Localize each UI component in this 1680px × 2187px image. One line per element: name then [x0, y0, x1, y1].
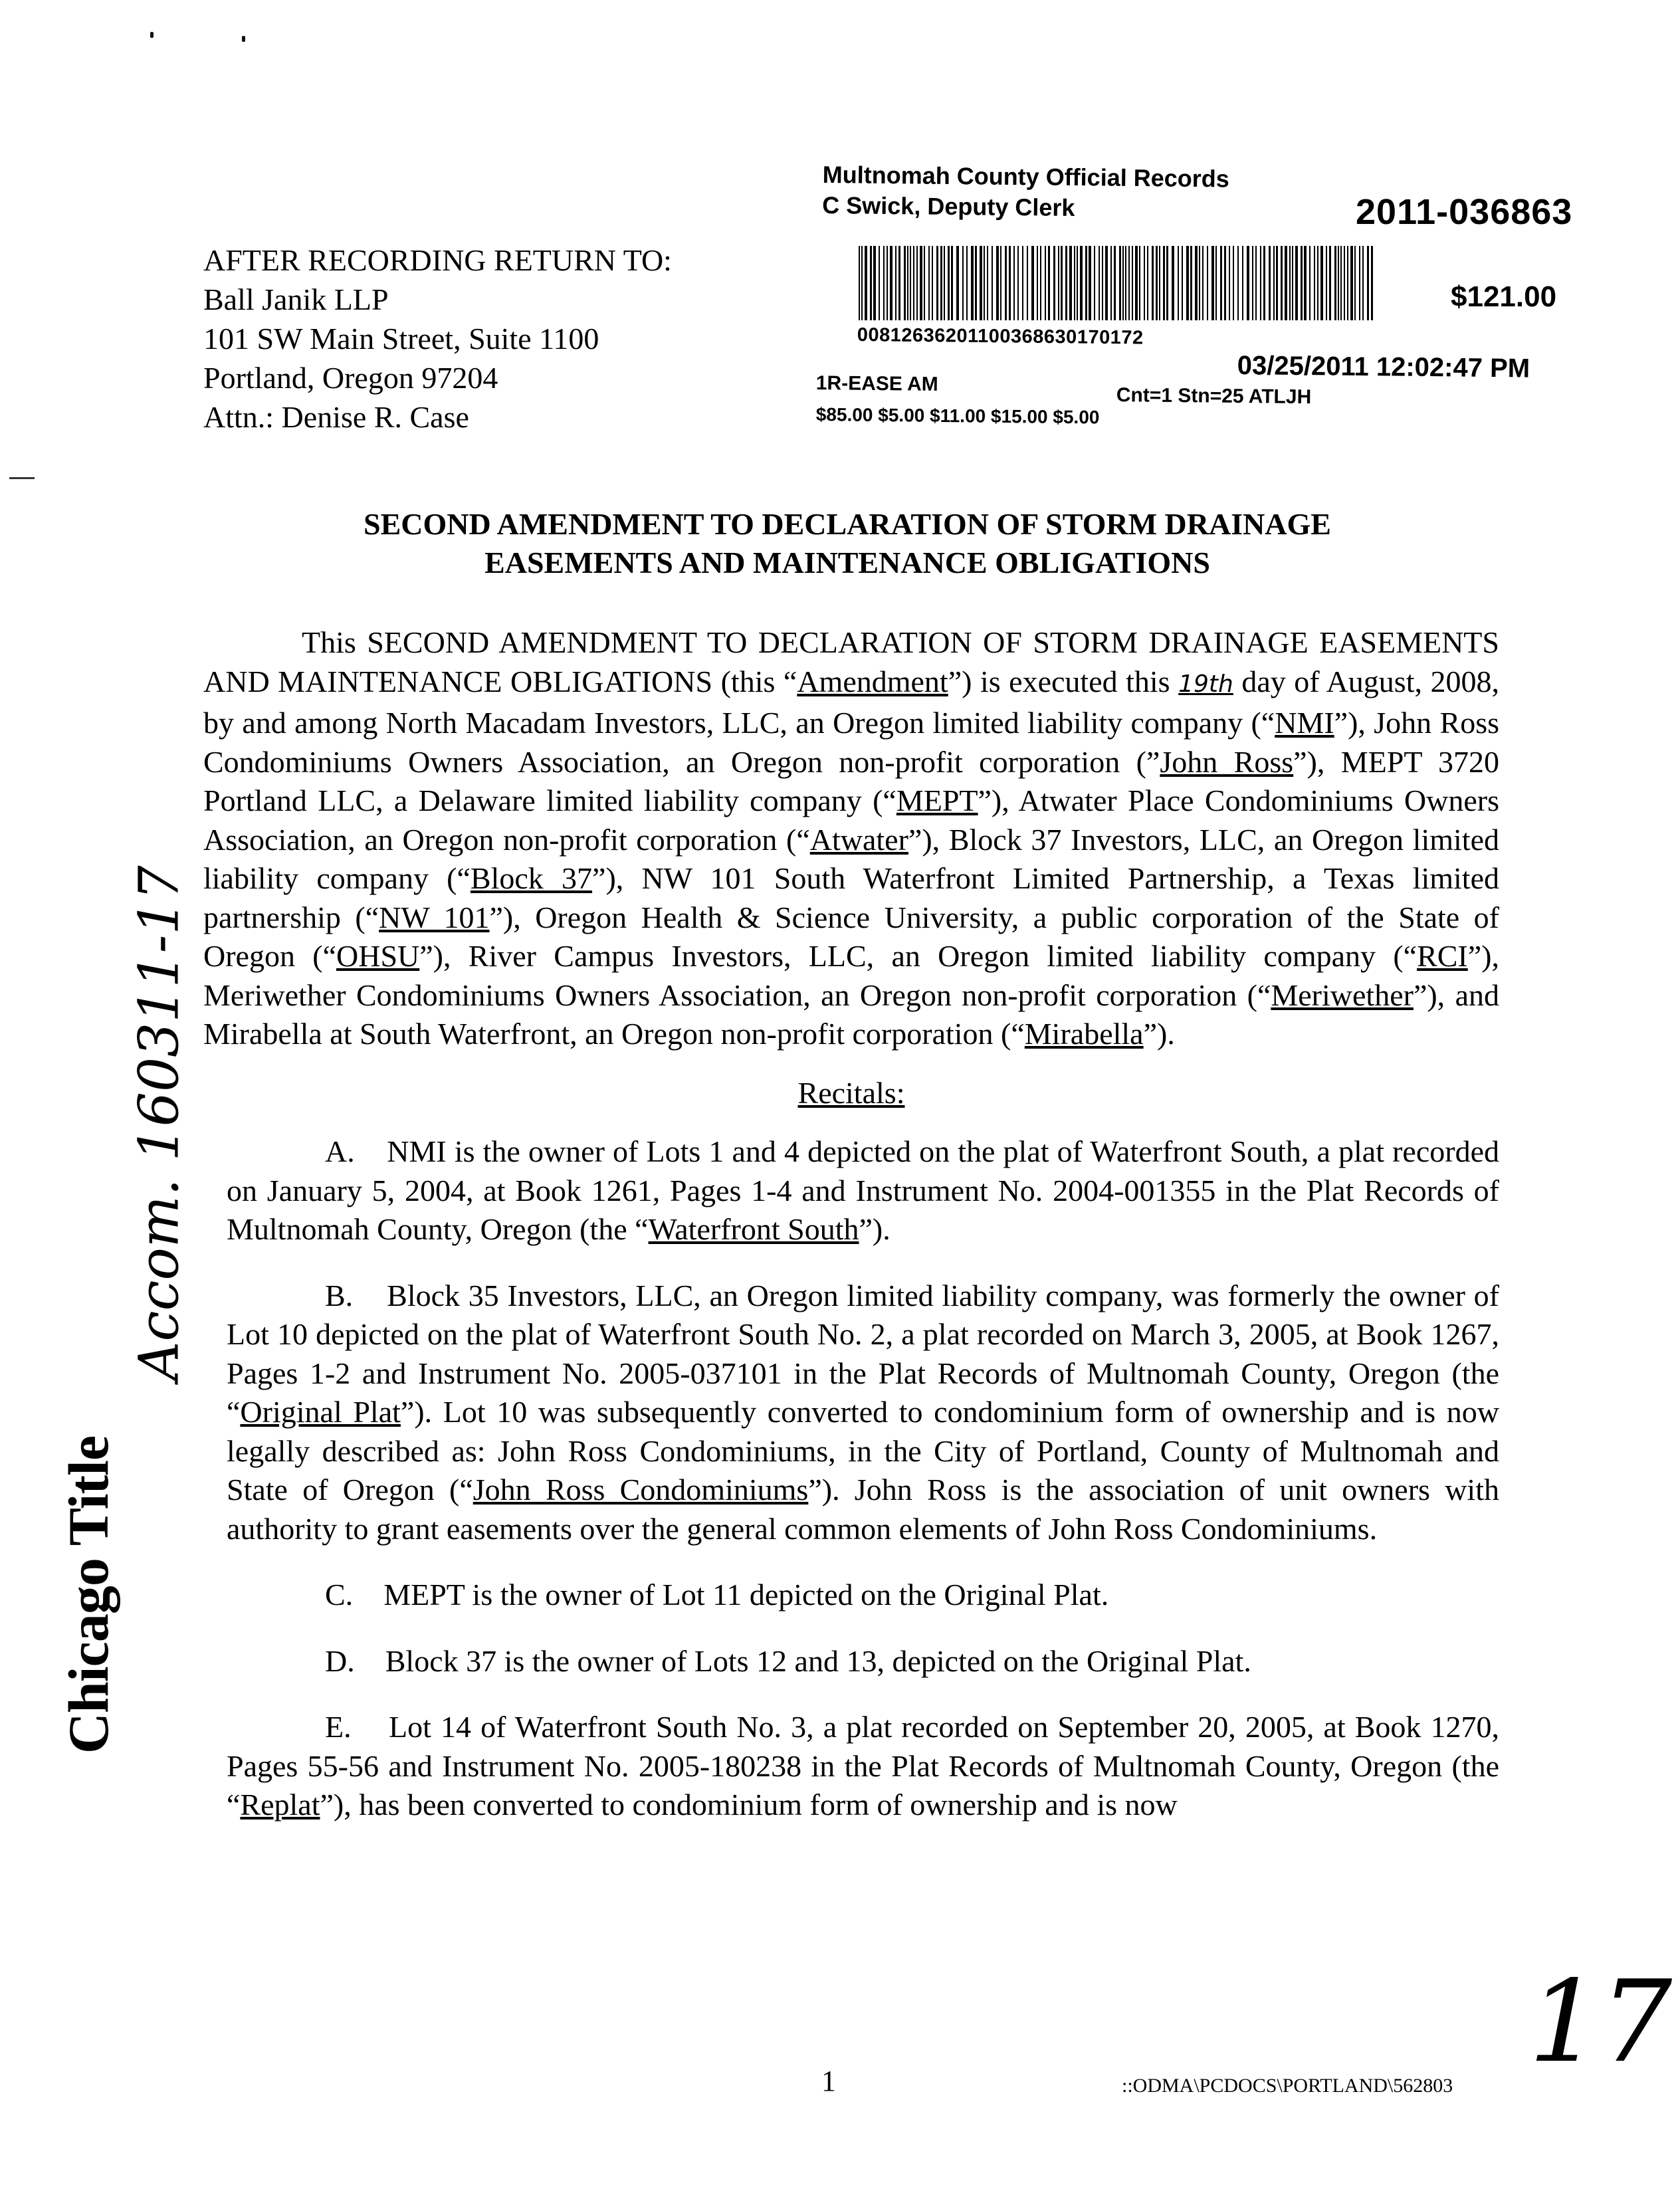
barcode-bar [1163, 246, 1165, 320]
barcode-bar [1156, 246, 1158, 320]
defined-term-rci: RCI [1417, 939, 1468, 973]
barcode-bar [898, 246, 900, 320]
barcode-bar [1285, 246, 1287, 320]
barcode-bar [984, 246, 985, 320]
defined-term-block-37: Block 37 [470, 861, 593, 895]
recital-d: D. Block 37 is the owner of Lots 12 and 13, depicted on the Original Plat. [325, 1643, 1251, 1678]
barcode-bar [996, 246, 999, 320]
barcode-bar [1053, 246, 1055, 320]
barcode-bar [944, 246, 945, 320]
barcode-bar [1159, 246, 1160, 320]
barcode-bar [1122, 246, 1124, 320]
document-title-line: SECOND AMENDMENT TO DECLARATION OF STORM DRAINAGE [363, 507, 1331, 541]
barcode-bar [883, 246, 885, 320]
barcode-bar [1202, 246, 1204, 320]
barcode-bar [1354, 246, 1356, 320]
barcode-bar [1048, 246, 1050, 320]
handwritten-page-count: 17 [1528, 1956, 1673, 2088]
barcode-bar [1139, 246, 1140, 320]
barcode-bar [1186, 246, 1189, 320]
recording-count-station: Cnt=1 Stn=25 ATLJH [1116, 384, 1312, 409]
defined-term-nw-101: NW 101 [379, 900, 490, 934]
barcode-bar [1058, 246, 1059, 320]
barcode-bar [1144, 246, 1145, 320]
barcode-bar [1255, 246, 1257, 320]
barcode-bar [1199, 246, 1200, 320]
barcode-bar [1350, 246, 1353, 320]
scan-speck [150, 32, 154, 38]
chicago-title-stamp [52, 1396, 125, 1794]
barcode-bar [895, 246, 896, 320]
barcode-bar [861, 246, 863, 320]
barcode-bar [1009, 246, 1011, 320]
barcode-bar [1013, 246, 1015, 320]
barcode-bar [859, 246, 860, 320]
recording-office [822, 159, 1229, 225]
barcode-bar [1281, 246, 1283, 320]
barcode-bar [1371, 246, 1373, 320]
barcode-bar [1152, 246, 1154, 320]
defined-term-nmi: NMI [1275, 706, 1334, 740]
barcode-bar [1110, 246, 1112, 320]
barcode-bar [1367, 246, 1369, 320]
return-address-line: Ball Janik LLP [203, 282, 389, 316]
barcode-bar [1215, 246, 1217, 320]
barcode-bar [1224, 246, 1226, 320]
return-address-heading: AFTER RECORDING RETURN TO: [203, 243, 672, 277]
barcode-bar [873, 246, 876, 320]
barcode-bar [913, 246, 914, 320]
recital-label: E. [325, 1710, 352, 1744]
recitals-heading: Recitals: [797, 1075, 905, 1110]
document-title [199, 505, 1495, 582]
barcode-bar [1114, 246, 1116, 320]
barcode-bar [1102, 246, 1103, 320]
recording-fee-total: $121.00 [1451, 280, 1557, 313]
barcode-bar [1314, 246, 1315, 320]
barcode-bar [1292, 246, 1293, 320]
barcode-bar [1027, 246, 1028, 320]
defined-term-meriwether: Meriwether [1271, 978, 1414, 1012]
document-body [203, 623, 1499, 1852]
barcode-bar [879, 246, 880, 320]
barcode-bar [910, 246, 911, 320]
intro-paragraph: This SECOND AMENDMENT TO DECLARATION OF STORM DRAINAGE EASEMENTS AND MAINTENANCE OBLIGATIONS (this “Amendment”) is executed this 19th day of August, 2008, by and among North Macadam Investors, LLC, an Oregon limited liability company (“NMI”), John Ross Condominiums Owners Association, an Oregon non-profit corporation (”John Ross”), MEPT 3720 Portland LLC, a Delaware limited liability company (“MEPT”), Atwater Place Condominiums Owners Association, an Oregon non-profit corporation (“Atwater”), Block 37 Investors, LLC, an Oregon limited liability company (“Block 37”), NW 101 South Waterfront Limited Partnership, a Texas limited partnership (“NW 101”), Oregon Health & Science University, a public corporation of the State of Oregon (“OHSU”), River Campus Investors, LLC, an Oregon limited liability company (“RCI”), Meriwether Condominiums Owners Association, an Oregon non-profit corporation (“Meriwether”), and Mirabella at South Waterfront, an Oregon non-profit corporation (“Mirabella”). [203, 625, 1500, 1051]
barcode-bar [920, 246, 922, 320]
barcode-bar [1099, 246, 1100, 320]
barcode-bar [1276, 246, 1278, 320]
barcode-bar [932, 246, 933, 320]
recording-number: 2011-036863 [1356, 192, 1573, 232]
barcode-bar [870, 246, 872, 320]
barcode-bar [1301, 246, 1303, 320]
page-number: 1 [821, 2065, 836, 2097]
barcode-bar [1242, 246, 1243, 320]
barcode-bar [1128, 246, 1130, 320]
defined-term-replat: Replat [240, 1788, 320, 1822]
barcode-bar [1207, 246, 1208, 320]
recital-label: B. [325, 1278, 354, 1312]
barcode-bar [1309, 246, 1311, 320]
defined-term-amendment: Amendment [797, 664, 948, 698]
barcode-bar [966, 246, 968, 320]
return-address [203, 241, 672, 437]
recital-b: B. Block 35 Investors, LLC, an Oregon limited liability company, was formerly the owner of Lot 10 depicted on the plat of Waterfront South No. 2, a plat recorded on March 3, 2005, at Book 1267, Pages 1-2 and Instrument No. 2005-037101 in the Plat Records of Multnomah County, Oregon (the “Original Plat”). Lot 10 was subsequently converted to condominium form of ownership and is now legally described as: John Ross Condominiums, in the City of Portland, County of Multnomah and State of Oregon (“John Ross Condominiums”). John Ross is the association of unit owners with authority to grant easements over the general common elements of John Ross Condominiums. [227, 1278, 1499, 1546]
barcode-bar [1040, 246, 1041, 320]
return-address-line: 101 SW Main Street, Suite 1100 [203, 322, 599, 356]
barcode-bar [1260, 246, 1261, 320]
barcode-bar [1074, 246, 1075, 320]
barcode-bar [1237, 246, 1239, 320]
barcode-bar [1000, 246, 1001, 320]
barcode-bar [1135, 246, 1138, 320]
barcode-bar [975, 246, 977, 320]
recital-label: D. [325, 1643, 355, 1678]
barcode-bar [1080, 246, 1083, 320]
barcode-bar [1295, 246, 1298, 320]
handwritten-day: 19th [1178, 670, 1233, 698]
barcode-bar [1289, 246, 1291, 320]
barcode-digits: 00812636201100368630170172 [857, 324, 1144, 349]
barcode-bar [992, 246, 993, 320]
barcode-bar [987, 246, 988, 320]
barcode-bar [1147, 246, 1148, 320]
return-address-line: Portland, Oregon 97204 [203, 361, 498, 395]
defined-term-mept: MEPT [896, 783, 978, 817]
barcode-bar [1085, 246, 1087, 320]
barcode-bar [928, 246, 930, 320]
barcode-bar [1233, 246, 1234, 320]
scan-speck [242, 36, 245, 42]
barcode-bar [956, 246, 959, 320]
recording-date-time: 03/25/2011 12:02:47 PM [1237, 351, 1530, 383]
barcode-bar [924, 246, 925, 320]
barcode-bar [971, 246, 974, 320]
return-address-line: Attn.: Denise R. Case [203, 400, 469, 434]
barcode-bar [1094, 246, 1095, 320]
barcode-bar [1069, 246, 1072, 320]
barcode-bar [1304, 246, 1307, 320]
barcode-bar [1329, 246, 1331, 320]
recording-barcode [857, 246, 1376, 320]
barcode-bar [1347, 246, 1348, 320]
document-id: ::ODMA\PCDOCS\PORTLAND\562803 [1122, 2075, 1453, 2097]
defined-term-original-plat: Original Plat [240, 1395, 401, 1429]
barcode-bar [1340, 246, 1342, 320]
barcode-bar [1229, 246, 1230, 320]
barcode-bar [1178, 246, 1179, 320]
barcode-bar [1022, 246, 1023, 320]
barcode-bar [1320, 246, 1323, 320]
barcode-bar [1273, 246, 1275, 320]
barcode-bar [1317, 246, 1318, 320]
recital-label: A. [325, 1134, 355, 1168]
barcode-bar [916, 246, 918, 320]
barcode-bar [1269, 246, 1271, 320]
barcode-bar [1334, 246, 1336, 320]
barcode-bar [1220, 246, 1222, 320]
barcode-bar [940, 246, 942, 320]
recital-label: C. [325, 1578, 354, 1612]
recording-office-name: Multnomah County Official Records [822, 160, 1229, 193]
handwritten-order-number [106, 851, 213, 1396]
barcode-bar [887, 246, 888, 320]
barcode-bar [1252, 246, 1253, 320]
recording-doc-type: 1R-EASE AM [815, 372, 938, 395]
defined-term-atwater: Atwater [809, 822, 908, 857]
barcode-bar [1037, 246, 1038, 320]
barcode-bar [951, 246, 953, 320]
barcode-bar [1105, 246, 1108, 320]
barcode-bar [948, 246, 950, 320]
recording-clerk: C Swick, Deputy Clerk [822, 191, 1075, 221]
barcode-bar [1061, 246, 1063, 320]
barcode-bar [1125, 246, 1126, 320]
barcode-bar [1326, 246, 1327, 320]
barcode-bar [1338, 246, 1339, 320]
barcode-bar [1017, 246, 1019, 320]
barcode-bar [1005, 246, 1007, 320]
barcode-bar [1166, 246, 1168, 320]
barcode-bar [1247, 246, 1249, 320]
barcode-bar [1031, 246, 1034, 320]
barcode-bar [865, 246, 867, 320]
barcode-bar [980, 246, 982, 320]
recital-e: E. Lot 14 of Waterfront South No. 3, a plat recorded on September 20, 2005, at Book 1270, Pages 55-56 and Instrument No. 2005-180238 in the Plat Records of Multnomah County, Oregon (the “Replat”), has been converted to condominium form of ownership and is now [227, 1710, 1500, 1822]
defined-term-john-ross: John Ross [1160, 744, 1294, 779]
barcode-bar [1263, 246, 1265, 320]
chicago-title-logo: Chicago Title [56, 1435, 120, 1754]
barcode-bar [907, 246, 908, 320]
barcode-bar [1211, 246, 1214, 320]
barcode-bar [1045, 246, 1046, 320]
defined-term-ohsu: OHSU [336, 939, 420, 973]
defined-term-waterfront-south: Waterfront South [648, 1212, 859, 1246]
handwritten-order-text: Accom. 160311-17 [128, 865, 191, 1381]
document-title-line: EASEMENTS AND MAINTENANCE OBLIGATIONS [484, 546, 1210, 579]
recording-fee-breakdown: $85.00 $5.00 $11.00 $15.00 $5.00 [815, 404, 1100, 428]
barcode-bar [1182, 246, 1183, 320]
barcode-bar [904, 246, 906, 320]
barcode-bar [1089, 246, 1091, 320]
barcode-bar [1359, 246, 1360, 320]
barcode-bar [1362, 246, 1364, 320]
barcode-bar [962, 246, 964, 320]
barcode-bar [936, 246, 938, 320]
barcode-bar [1344, 246, 1345, 320]
barcode-bar [1172, 246, 1174, 320]
barcode-bar [1132, 246, 1133, 320]
recital-c: C. MEPT is the owner of Lot 11 depicted on the Original Plat. [325, 1578, 1109, 1612]
barcode-bar [1195, 246, 1198, 320]
recital-a: A. NMI is the owner of Lots 1 and 4 depicted on the plat of Waterfront South, a plat recorded on January 5, 2004, at Book 1261, Pages 1-4 and Instrument No. 2004-001355 in the Plat Records of Multnomah County, Oregon (the “Waterfront South”). [227, 1134, 1500, 1246]
barcode-bar [1119, 246, 1121, 320]
barcode-bar [890, 246, 892, 320]
barcode-bar [1190, 246, 1192, 320]
barcode-bar [1077, 246, 1078, 320]
margin-mark [9, 477, 35, 479]
barcode-bar [1065, 246, 1067, 320]
defined-term-mirabella: Mirabella [1024, 1017, 1144, 1051]
defined-term-john-ross-condominiums: John Ross Condominiums [472, 1473, 809, 1507]
